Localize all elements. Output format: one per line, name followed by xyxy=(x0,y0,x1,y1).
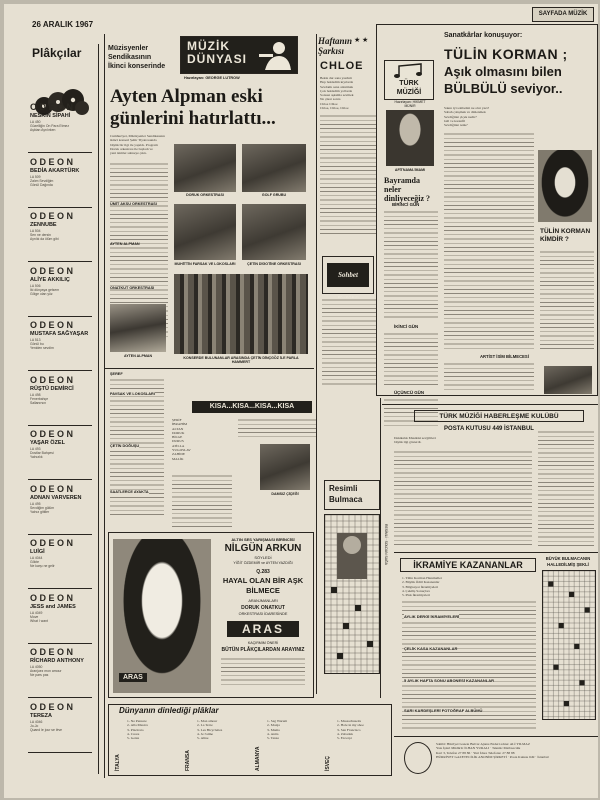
odeon-label: ODEON xyxy=(30,265,76,276)
text-line: Sevdamı sana anlatmak xyxy=(320,84,354,89)
odeon-record-6 xyxy=(30,429,92,460)
kisa-banner: KISA...KISA...KISA...KISA xyxy=(192,401,312,413)
record-track: Yalnız gittiler xyxy=(30,509,50,514)
record-divider xyxy=(28,316,92,317)
footer-line-2: Yazı İşleri Müdürü: İLHAN YURALI · Teknik: Matbaacılık xyxy=(436,746,521,751)
photo-damsiz xyxy=(260,444,310,490)
odeon-record-10 xyxy=(30,647,92,678)
sohbet-logo xyxy=(322,256,374,294)
record-track: Jo-Jo xyxy=(30,723,39,728)
odeon-label: ODEON xyxy=(30,647,76,657)
chloe-kicker2: Şarkısı xyxy=(318,46,345,56)
record-artist: BEDİA AKARTÜRK xyxy=(30,167,80,174)
arkun-line3: YİĞİT ÖZDEMİR ve AYTEN YAZDIĞI xyxy=(233,561,293,565)
text-line: 1. Tülin Korman Hanımeller xyxy=(402,576,442,580)
subhead-6: ÇETİN DOĞUŞU xyxy=(110,444,140,448)
odeon-label: ODEON xyxy=(30,483,76,494)
record-track: Sallanırsın xyxy=(30,400,47,405)
subhead-1: ÜMİT AKSU ORKESTRASI xyxy=(110,202,157,206)
record-artist: LUİGİ xyxy=(30,549,45,555)
record-track: Ne karşı ne gelir xyxy=(30,564,55,569)
chart-entry: 1- Massachusetts xyxy=(337,719,362,723)
chart-entry: 1- Mon amour xyxy=(197,719,218,723)
haberlesme-body xyxy=(394,436,532,445)
kicker-line-2: Sendikasının xyxy=(108,54,152,61)
chart-entry: 4- Anita xyxy=(267,731,279,736)
chart-entry: 2- La Terre xyxy=(197,723,213,728)
odeon-label: ODEON xyxy=(30,102,76,112)
chart-entry: 1- Sag Warum xyxy=(267,719,288,723)
record-tracks xyxy=(30,284,92,297)
photo-nilgun xyxy=(113,539,211,693)
feature-headline: Ayten Alpman eski günlerini hatırlattı... xyxy=(110,86,276,129)
record-artist: RİCHARD ANTHONY xyxy=(30,658,84,664)
chart-entry: 3- Pizzicato xyxy=(127,727,144,732)
row-rule xyxy=(382,404,598,405)
ikramiye-section-4: SARI KARDEŞLERİ FOTOĞRAF ALBÜMÜ xyxy=(404,708,483,713)
record-track: Yeniden sevdim xyxy=(30,346,54,351)
divider xyxy=(104,368,314,369)
arkun-fine-print xyxy=(221,657,305,687)
caption-cetin: ÇETİN DİGOTİNE ORKESTRASI xyxy=(247,262,301,266)
chart-entry: 3- San Francisco xyxy=(337,727,361,732)
tulin-headline-3: BÜLBÜLÜ seviyor.. xyxy=(444,81,563,96)
chart-entry: 2- Hole in my shoe xyxy=(337,723,364,728)
arkun-song2: BİLMECE xyxy=(246,586,280,595)
text-line: 3. Bilgisayar İkramiyeleri xyxy=(402,584,439,589)
text-line: büyük ilgi gösterdi. xyxy=(394,440,422,445)
chart-entry: 4- Je t'aime xyxy=(197,731,213,736)
text-line: Gül ve karanfil xyxy=(444,118,466,123)
resimli-title: Resimli xyxy=(329,484,358,493)
haberlesme-address: POSTA KUTUSU 449 İSTANBUL xyxy=(444,426,534,432)
text-line: ZAHİDE xyxy=(172,452,186,457)
text-line: yeni isimler sahneye çıktı. xyxy=(110,151,147,156)
caption-ayten: AYTEN ALPMAN xyxy=(123,354,153,358)
arkun-bottom2: BÜTÜN PLÂKÇILARDAN ARAYINIZ xyxy=(221,647,305,653)
caption-afitnama: AFİTNAMA İMAMI xyxy=(394,168,426,172)
odeon-label: ODEON xyxy=(30,592,76,603)
ikramiye-section-1: AYLIK DERGİ İKRAMİYELERİ xyxy=(404,614,460,619)
text-line: MALİK xyxy=(172,456,184,461)
record-track: Sevdiğim gülüm xyxy=(30,505,55,510)
record-track: Ne pars pas xyxy=(30,673,49,678)
record-divider xyxy=(28,152,92,153)
record-track: Aranjuez mon amour xyxy=(30,669,62,674)
subhead-7: SAATLERCE AYAKTA xyxy=(110,490,149,494)
record-track: Sen ne dersin xyxy=(30,233,51,238)
record-track: Güzelliğin On Para Etmez xyxy=(30,124,70,129)
newspaper-logo-icon xyxy=(404,742,432,774)
tulin-headline-1: TÜLİN KORMAN ; xyxy=(444,46,568,62)
concert-kicker xyxy=(108,44,178,71)
feature-byline: Hazırlayan: GEORGE LUTROW xyxy=(184,76,240,80)
chloe-kicker: Haftanın xyxy=(318,36,353,46)
record-artist: ZENNUBE xyxy=(30,222,57,228)
record-divider xyxy=(28,479,92,480)
record-artist: ADNAN VARVEREN xyxy=(30,494,82,501)
day-1: BİRİNCİ GÜN xyxy=(392,202,420,207)
issue-date: 26 ARALIK 1967 xyxy=(32,20,94,29)
arkun-line2: SÖYLEDİ xyxy=(254,555,272,560)
chart-entry: 2- Monja xyxy=(267,723,280,728)
column-rule xyxy=(380,398,381,698)
chart-entry: 4- Zabadak xyxy=(337,731,353,736)
record-track: LA 450 xyxy=(30,120,41,124)
bulmaca-title: Bulmaca xyxy=(329,495,363,504)
footer-imprint xyxy=(436,742,596,759)
record-track: Gökte xyxy=(30,560,40,565)
record-track: Gönül Dağında xyxy=(30,182,53,187)
record-track: Fenerbahçe xyxy=(30,396,49,401)
text-line: İBRAHİM xyxy=(172,422,188,427)
record-track: Zalım Sevdiğim xyxy=(30,178,54,183)
chloe-section xyxy=(314,34,378,244)
subhead-5: PAVSAK VE LOKOSLARI xyxy=(110,392,155,396)
odeon-label: ODEON xyxy=(30,211,76,221)
nilgun-arkun-ad xyxy=(108,532,314,698)
record-track: LA 513 xyxy=(30,338,41,342)
record-artist: JESS and JAMES xyxy=(30,603,76,610)
bulmaca-sonuc-grid xyxy=(542,570,596,720)
feature-text-block-2 xyxy=(110,378,164,518)
resimli-vertical-text: RESİMLİ · SOLDAN SAĞA xyxy=(384,524,388,565)
odeon-record-4 xyxy=(30,320,92,351)
record-track: LA 509 xyxy=(30,174,41,179)
chart-entry: 3- Les Bicyclettes xyxy=(197,727,223,732)
chart-list-0 xyxy=(127,719,181,740)
country-label: ALMANYA xyxy=(255,746,261,771)
turk-badge-line1: TÜRK xyxy=(399,80,419,87)
record-track: Gönül bu xyxy=(30,342,44,347)
caption-crowd: KONSERDE BULUNANLAR ARASINDA ÇETİN DİNÇGÖZ İLE PARLA HAMMERT xyxy=(183,356,299,365)
aras-tag: ARAS xyxy=(119,673,147,682)
photo-crowd xyxy=(174,274,308,354)
record-track: Dostlar Bahçesi xyxy=(30,451,54,456)
text-line: Sevdiğiniz renk? xyxy=(444,123,468,128)
badge-line-1: MÜZİK xyxy=(187,39,230,53)
caption-doruk: DORUK ORKESTRASI xyxy=(186,193,224,197)
dunyanin-box xyxy=(108,704,392,776)
chart-entry: 5- Aline xyxy=(197,736,209,741)
subhead-3: ONATKUT ORKESTRASI xyxy=(110,286,155,290)
text-line: Bekle dur sana yazdım xyxy=(320,76,352,80)
text-line: Çok bekledim yollarda xyxy=(320,88,353,93)
row-rule xyxy=(394,736,598,737)
turk-byline: Hazırlayan: HİKMET MÜNİR xyxy=(394,100,426,108)
photo-doruk xyxy=(174,144,236,192)
record-track: LA 4046 xyxy=(30,719,43,724)
column-rule xyxy=(316,34,317,694)
record-tracks xyxy=(30,611,92,624)
record-track: LA 504 xyxy=(30,229,41,233)
record-divider xyxy=(28,261,92,262)
arkun-orch2: ORKESTRASI İDARESİNDE xyxy=(238,612,288,616)
odeon-label: ODEON xyxy=(30,156,76,167)
record-tracks xyxy=(30,665,92,678)
text-line: Ne çıkar sonra xyxy=(320,97,341,102)
footer-line-1: Sahibi: Hürriyet Gazete Bulvar Ajansı Enderi adına: ALİ YILMAZ xyxy=(436,742,530,746)
record-tracks xyxy=(30,447,92,460)
record-tracks xyxy=(30,175,92,188)
odeon-record-7 xyxy=(30,484,92,515)
sohbet-title: Sohbet xyxy=(327,263,369,287)
record-artist: YAŞAR ÖZEL xyxy=(30,440,65,446)
record-divider xyxy=(28,534,92,535)
tulin-side-text xyxy=(540,250,594,350)
haberlesme-title: TÜRK MÜZİĞİ HABERLEŞME KULÜBÜ xyxy=(414,410,584,422)
ikramiye-section-3: 5 AYLIK HAFTA SONU ABONESİ KAZANANLAR xyxy=(404,678,495,683)
caption-farsak: MUHİTTİN FARSAK VE LOKOSLARI xyxy=(174,262,236,266)
record-divider xyxy=(28,643,92,644)
odeon-record-11 xyxy=(30,702,92,733)
text-line: ATİLLA xyxy=(172,443,185,448)
chart-list-2 xyxy=(267,719,321,740)
chart-entry: 5- Gente xyxy=(127,736,140,741)
text-line: ikinci konseri Şehir Tiyatrosunda xyxy=(110,138,157,143)
record-tracks xyxy=(30,338,92,351)
text-line: Hep bekledim kıyılarda xyxy=(320,80,354,85)
record-track: LA 4050 xyxy=(30,665,43,669)
record-artist: MUSTAFA SAĞYAŞAR xyxy=(30,331,89,337)
tulin-interview xyxy=(444,106,534,127)
haberlesme-text xyxy=(394,450,532,546)
caption-damsiz: DAMSIZ ÇİÇEĞİ xyxy=(271,492,299,496)
record-track: Gölge olan yüz xyxy=(30,291,53,296)
record-artist: RÜŞTÜ DEMİRCİ xyxy=(30,385,74,392)
sohbet-text xyxy=(322,298,376,388)
subhead-2: AYTEN ALPMAN xyxy=(110,242,140,246)
chart-entry: 1- Ne Pensare xyxy=(127,719,147,723)
day-2: İKİNCİ GÜN xyxy=(394,324,419,329)
badge-line-2: DÜNYASI xyxy=(187,52,247,66)
record-track: LA 4044 xyxy=(30,556,43,560)
record-tracks xyxy=(30,120,92,133)
tulin-headline-2: Aşık olmasını bilen xyxy=(444,64,562,79)
record-track: Move xyxy=(30,614,39,619)
footer-line-3: Kart 3, Telefon 27 88 86 · Yurt İdare Telefonu: 27 88 88 xyxy=(436,750,515,755)
record-divider xyxy=(28,752,92,753)
record-tracks xyxy=(30,229,92,242)
puzzle-text xyxy=(444,362,534,392)
ikramiye-list xyxy=(402,576,536,597)
record-artist: NESRİN SİPAHİ xyxy=(30,113,71,119)
country-label: İTALYA xyxy=(115,754,121,771)
arkun-arr: ARANJMANLARI xyxy=(248,599,278,603)
ikramiye-title: İKRAMİYE KAZANANLAR xyxy=(400,558,536,572)
puzzle-title: ARTİST İSİM BİLMECESİ xyxy=(480,354,529,359)
record-tracks xyxy=(30,502,92,515)
odeon-record-2 xyxy=(30,211,92,242)
record-track: Aşktan Ayrılırken xyxy=(30,128,56,133)
odeon-record-0 xyxy=(30,102,92,133)
text-line: DURUS xyxy=(172,439,184,444)
text-line: DORUK xyxy=(172,430,185,435)
musician-silhouette-icon xyxy=(257,40,293,70)
record-track: Yalnızlık xyxy=(30,455,43,460)
record-track: LA 506 xyxy=(30,283,41,288)
aras-logo: ARAS xyxy=(227,621,299,637)
column-rule xyxy=(104,34,105,778)
odeon-label: ODEON xyxy=(30,538,76,548)
photo-ayten xyxy=(110,304,166,352)
caption-golf: GOLF GRUBU xyxy=(261,193,287,197)
arkun-name: NİLGÜN ARKUN xyxy=(224,543,302,554)
text-line: ALTAN xyxy=(172,426,184,431)
record-divider xyxy=(28,207,92,208)
arkun-bottom1: KAÇIRMIM ÖNERİ xyxy=(247,641,279,645)
newspaper-page xyxy=(4,4,598,798)
record-track: LA 498 xyxy=(30,392,41,397)
record-track: LA 4049 xyxy=(30,610,43,615)
haberlesme-side-text xyxy=(538,430,594,548)
record-track: Ayrılık da ölüm gibi xyxy=(30,237,59,242)
plakcilar-title: Plâkçılar xyxy=(32,46,82,60)
record-track: Quand le jour se lève xyxy=(30,727,63,732)
text-line: Sakın iyi sohbetini ne olur yazı? xyxy=(444,106,490,110)
odeon-record-3 xyxy=(30,266,92,297)
text-line: Cumhuriyet, Müzisyenler Sendikasının xyxy=(110,134,165,138)
arkun-orch: DORUK ONATKUT xyxy=(241,605,285,611)
kicker-line-1: Müzisyenler xyxy=(108,45,149,52)
kisa-text-right xyxy=(238,418,316,440)
row-rule xyxy=(394,552,598,553)
odeon-record-9 xyxy=(30,593,92,624)
text-line: BİLGE xyxy=(172,435,183,440)
record-divider xyxy=(28,588,92,589)
text-line: Doruk orkestrası ile başladı ve xyxy=(110,146,153,151)
record-track: LA 495 xyxy=(30,501,41,506)
record-divider xyxy=(28,697,92,698)
odeon-record-8 xyxy=(30,538,92,569)
photo-puzzle xyxy=(544,366,592,394)
arkun-line1: ALTIN SES YARIŞMASI BİRİNCİSİ xyxy=(231,537,295,542)
photo-golf xyxy=(242,144,306,192)
chloe-text xyxy=(320,114,376,234)
country-label: FRANSA xyxy=(185,750,191,771)
chart-entry: 3- Mama xyxy=(267,727,280,732)
kisa-text xyxy=(172,474,232,530)
subhead-4: ŞEREF xyxy=(110,372,123,376)
text-line: Sonsuz aşkımla sevmek xyxy=(320,93,354,98)
chart-entry: 4- Cuore xyxy=(127,731,140,736)
feature-body xyxy=(110,134,168,155)
resimli-grid xyxy=(324,514,380,674)
record-track: What I want xyxy=(30,618,48,623)
odeon-label: ODEON xyxy=(30,701,76,712)
record-track: LA 493 xyxy=(30,447,41,451)
photo-tulin xyxy=(538,150,592,222)
bulmaca-sonuc-title2: HALLEDİLMİŞ ŞEKLİ xyxy=(547,562,589,567)
chart-entry: 5- Tanze xyxy=(267,736,280,741)
text-line: 4. Çekiliş Sonuçları xyxy=(402,588,430,593)
chart-entry: 2- Alla Musica xyxy=(127,723,148,728)
turk-headline: Bayramda neler dinliyeceğiz ? xyxy=(384,176,430,203)
tulin-kicker: Sanatkârlar konuşuyor: xyxy=(444,32,523,39)
record-divider xyxy=(28,370,92,371)
text-line: Sevdiğiniz çiçek nedir? xyxy=(444,114,477,119)
odeon-label: ODEON xyxy=(30,374,76,385)
text-line: ŞERİF xyxy=(172,418,182,422)
tulin-text xyxy=(444,132,534,352)
photo-cetin xyxy=(242,204,306,260)
odeon-record-5 xyxy=(30,375,92,406)
resimli-bulmaca-box xyxy=(324,480,380,510)
kicker-line-3: İkinci konserinde xyxy=(108,63,166,70)
chart-list-3 xyxy=(337,719,391,740)
text-line: Chloe Chloe xyxy=(320,101,338,106)
text-line: Sabah çalışmak ve dinlenmek xyxy=(444,110,486,115)
day-3: ÜÇÜNCÜ GÜN xyxy=(394,390,425,395)
bulmaca-sonuc-title: BÜYÜK BULMACANIN xyxy=(545,556,591,561)
record-tracks xyxy=(30,393,92,406)
text-line: 2. Büyük Ödül Kazananlar xyxy=(402,580,440,585)
photo-farsak xyxy=(174,204,236,260)
record-artist: TEREZA xyxy=(30,712,52,719)
ikramiye-section-2: ÇELİK KASA KAZANANLAR xyxy=(404,646,458,651)
text-line: YUGOSLAV xyxy=(172,448,191,453)
chart-list-1 xyxy=(197,719,251,740)
text-line: Dakikalık Musikisi sevgilileri xyxy=(394,436,436,440)
chloe-title: CHLOE xyxy=(320,60,364,72)
text-line: Chloe, Chloe, Chloe xyxy=(320,106,349,111)
text-line: büyük bir ilgi ile yapıldı. Program xyxy=(110,142,158,147)
record-track: İki dünyaya gelsem xyxy=(30,287,60,292)
record-divider xyxy=(28,425,92,426)
chart-entry: 5- Excerpt xyxy=(337,736,352,741)
odeon-label: ODEON xyxy=(30,320,76,330)
footer-line-4: HÜRRİYET GAZETECİLİK ANONİM ŞİRKETİ · Posta Kutusu 649 · İstanbul xyxy=(436,754,549,759)
dunyanin-title: Dünyanın dinlediği plâklar xyxy=(119,706,219,715)
record-artist: ALİYE AKKILIÇ xyxy=(30,276,70,283)
chloe-lyrics xyxy=(320,76,376,110)
kisa-items-left xyxy=(172,418,232,461)
turk-badge-line2: MÜZİĞİ xyxy=(396,89,422,96)
arkun-catalog: Q.283 xyxy=(256,569,270,575)
odeon-record-1 xyxy=(30,157,92,188)
odeon-label: ODEON xyxy=(30,429,76,439)
star-icon: ★ ★ xyxy=(354,36,369,44)
country-label: İSVEÇ xyxy=(325,755,331,771)
record-tracks xyxy=(30,556,92,569)
arkun-song1: HAYAL OLAN BİR AŞK xyxy=(222,576,304,585)
tulin-side-title: TÜLİN KORMAN KİMDİR ? xyxy=(540,228,591,243)
section-tag: SAYFADA MÜZİK xyxy=(532,7,594,22)
muzik-dunyasi-badge xyxy=(180,36,298,74)
record-tracks xyxy=(30,720,92,733)
text-line: 5. Plak İkramiyeleri xyxy=(402,593,430,598)
